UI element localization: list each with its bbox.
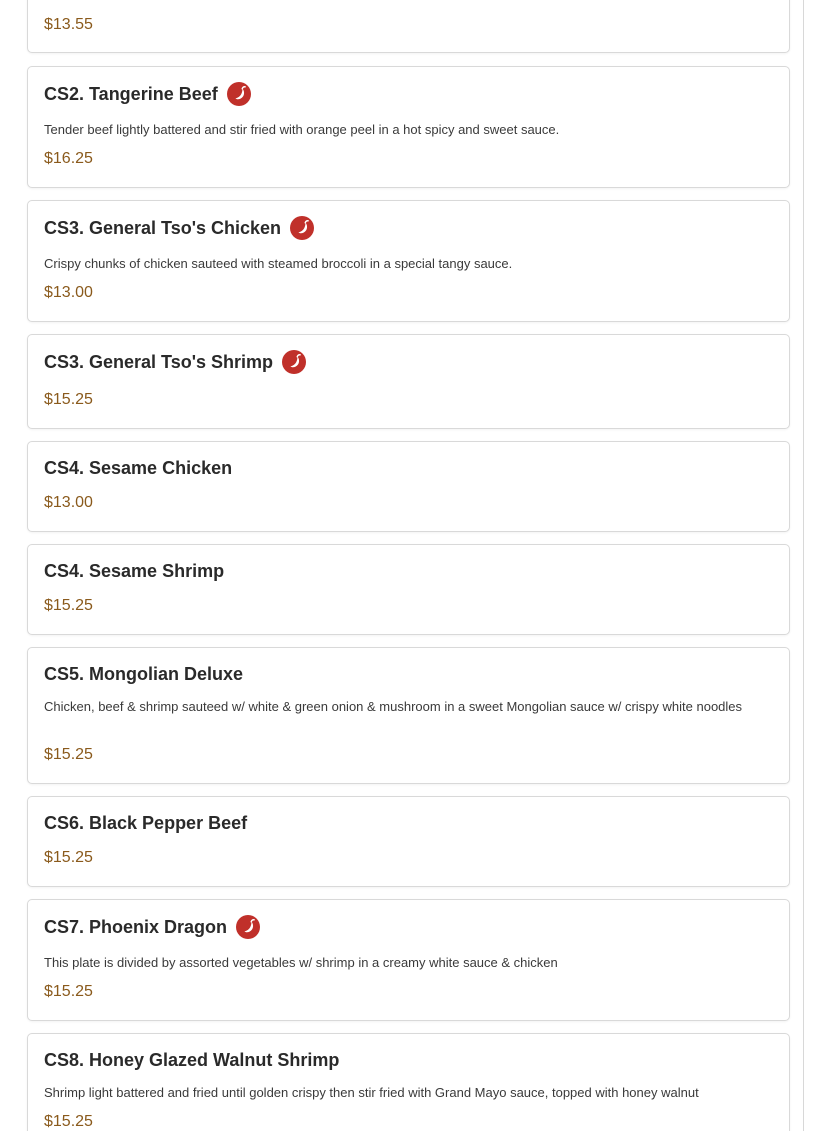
- item-title: [44, 915, 260, 939]
- item-description: Shrimp light battered and fried until golden crispy then stir fried with Grand Mayo sauce, topped with honey walnut: [44, 1085, 699, 1100]
- item-price: $15.25: [44, 849, 93, 866]
- item-title: [44, 812, 247, 834]
- menu-item-card[interactable]: [27, 796, 790, 887]
- item-price: $13.00: [44, 284, 93, 301]
- item-price: $16.25: [44, 150, 93, 167]
- menu-item-card[interactable]: [27, 441, 790, 532]
- item-title: [44, 350, 306, 374]
- item-price: $15.25: [44, 391, 93, 408]
- item-description: Tender beef lightly battered and stir fried with orange peel in a hot spicy and sweet sauce.: [44, 122, 560, 137]
- item-title: [44, 216, 314, 240]
- item-title-text: CS3. General Tso's Chicken: [44, 218, 282, 238]
- item-price: $15.25: [44, 1113, 93, 1130]
- chili-pepper-icon: [227, 82, 251, 106]
- item-title: [44, 82, 251, 106]
- item-price: $13.00: [44, 494, 93, 511]
- menu-item-card[interactable]: [27, 544, 790, 635]
- item-price: $15.25: [44, 746, 93, 763]
- menu-item-card[interactable]: [27, 1033, 790, 1131]
- item-description: Chicken, beef & shrimp sauteed w/ white & green onion & mushroom in a sweet Mongolian sauce w/ crispy white noodles: [44, 699, 743, 714]
- scroll-edge: [803, 0, 804, 1131]
- menu-item-card[interactable]: [27, 647, 790, 784]
- menu-item-card[interactable]: [27, 66, 790, 188]
- item-title-text: CS3. General Tso's Shrimp: [44, 352, 274, 372]
- chili-pepper-icon: [290, 216, 314, 240]
- item-title: [44, 560, 224, 582]
- chili-pepper-icon: [282, 350, 306, 374]
- menu-item-card[interactable]: [27, 334, 790, 429]
- item-price: $15.25: [44, 597, 93, 614]
- item-title: [44, 457, 232, 479]
- item-title-text: CS6. Black Pepper Beef: [44, 813, 248, 833]
- menu-item-card[interactable]: [27, 200, 790, 322]
- item-price: $13.55: [44, 16, 93, 33]
- item-title-text: CS7. Phoenix Dragon: [44, 917, 228, 937]
- chili-pepper-icon: [236, 915, 260, 939]
- item-description: Crispy chunks of chicken sauteed with steamed broccoli in a special tangy sauce.: [44, 256, 513, 271]
- item-description: This plate is divided by assorted vegetables w/ shrimp in a creamy white sauce & chicken: [44, 955, 558, 970]
- item-title-text: CS8. Honey Glazed Walnut Shrimp: [44, 1050, 340, 1070]
- menu-item-card[interactable]: [27, 0, 790, 53]
- item-title-text: CS5. Mongolian Deluxe: [44, 664, 244, 684]
- item-title-text: CS4. Sesame Shrimp: [44, 561, 225, 581]
- item-title: [44, 1049, 339, 1071]
- menu-item-card[interactable]: [27, 899, 790, 1021]
- item-title: [44, 663, 243, 685]
- item-title-text: CS2. Tangerine Beef: [44, 84, 218, 104]
- item-title-text: CS4. Sesame Chicken: [44, 458, 233, 478]
- item-price: $15.25: [44, 983, 93, 1000]
